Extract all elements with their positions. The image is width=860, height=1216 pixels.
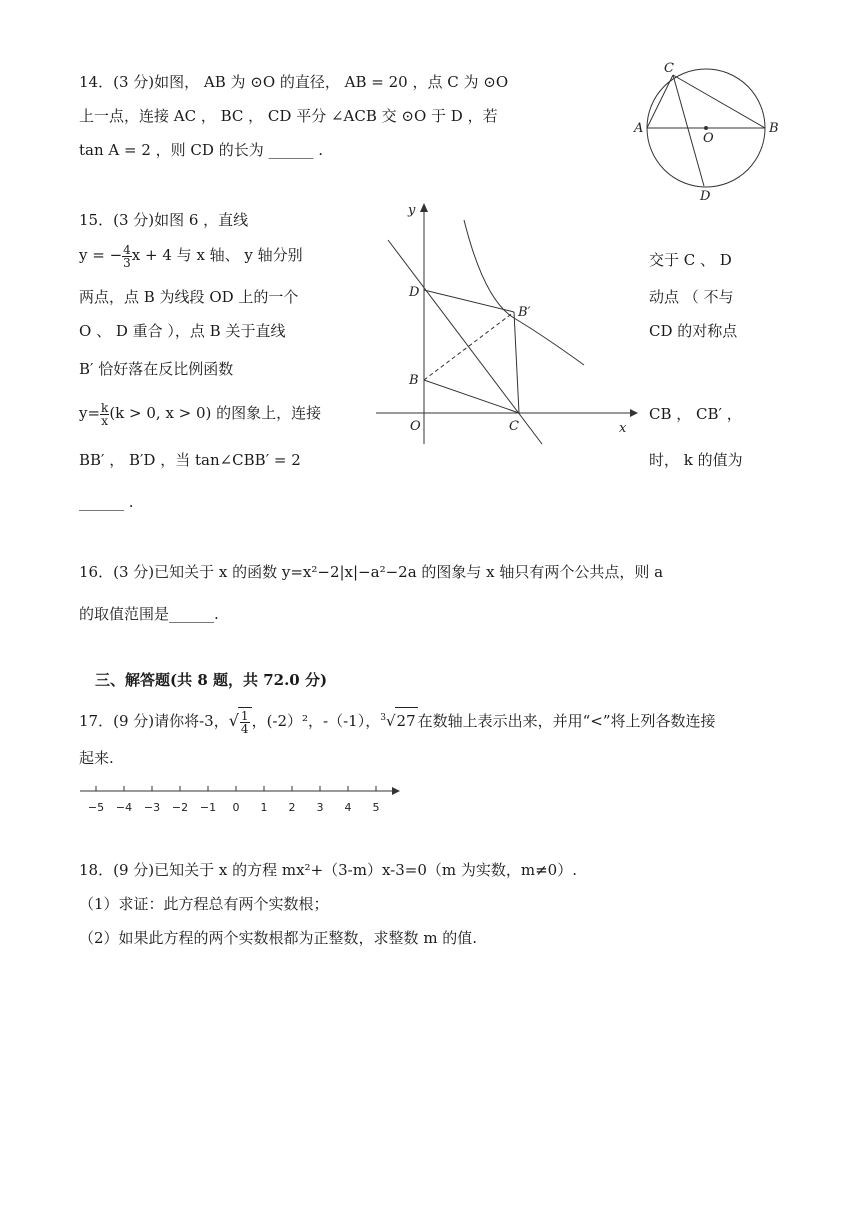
q15-line3: 两点，点 B 为线段 OD 上的一个	[79, 288, 299, 306]
q18-part1: （1）求证：此方程总有两个实数根；	[79, 895, 329, 913]
q14-label-O: O	[703, 131, 714, 146]
number-line-label: 2	[288, 801, 296, 814]
q15-right1: 交于 C 、 D	[649, 251, 732, 269]
q16-line1: 16．(3 分)已知关于 x 的函数 y=x²−2|x|−a²−2a 的图象与 x 轴只有两个公共点，则 a	[79, 563, 664, 581]
number-line-label: 4	[344, 801, 352, 814]
q15-right3: CD 的对称点	[649, 322, 738, 340]
q15-line7: BB′ ， B′D ，当 tan∠CBB′ = 2	[79, 451, 301, 469]
q15-coordinate-figure	[372, 200, 642, 450]
q14-line1: 14．(3 分)如图， AB 为 ⊙O 的直径， AB = 20 ，点 C 为 ⊙O	[79, 73, 509, 91]
q17-number-line	[76, 782, 416, 822]
q15-label-y: y	[408, 203, 416, 218]
q15-right5: 时， k 的值为	[649, 451, 743, 469]
q15-label-x: x	[619, 421, 627, 436]
number-line-label: −2	[171, 801, 189, 814]
q14-circle-figure	[630, 58, 790, 208]
q18-line1: 18．(9 分)已知关于 x 的方程 mx²+（3-m）x-3=0（m 为实数，m≠0）.	[79, 861, 577, 879]
q15-line6: y= $\frac{k}{x}$ (k > 0, x > 0) 的图象上，连接	[79, 400, 322, 428]
number-line-label: −5	[87, 801, 105, 814]
number-line-label: 5	[372, 801, 380, 814]
q14-label-C: C	[664, 61, 674, 76]
q15-label-D: D	[409, 285, 420, 300]
section3-heading: 三、解答题(共 8 题，共 72.0 分)	[95, 671, 328, 689]
q15-line1: 15．(3 分)如图 6 ，直线	[79, 211, 249, 229]
q15-line5: B′ 恰好落在反比例函数	[79, 360, 234, 378]
number-line-label: 0	[232, 801, 240, 814]
q15-label-C: C	[509, 419, 519, 434]
q15-label-O: O	[410, 419, 421, 434]
number-line-label: −4	[115, 801, 133, 814]
q15-label-Bprime: B′	[518, 305, 531, 320]
q15-line4: O 、 D 重合 ），点 B 关于直线	[79, 322, 286, 340]
q17-line2: 起来.	[79, 749, 114, 767]
number-line-label: 1	[260, 801, 268, 814]
q18-part2: （2）如果此方程的两个实数根都为正整数，求整数 m 的值.	[79, 929, 478, 947]
q14-label-A: A	[634, 121, 644, 136]
number-line-label: 3	[316, 801, 324, 814]
q16-line2: 的取值范围是______.	[79, 605, 219, 623]
q14-label-B: B	[769, 121, 779, 136]
number-line-label: −1	[199, 801, 217, 814]
q14-line2: 上一点，连接 AC ， BC ， CD 平分 ∠ACB 交 ⊙O 于 D ，若	[79, 107, 498, 125]
number-line-label: −3	[143, 801, 161, 814]
q15-right4: CB ， CB′ ，	[649, 405, 742, 423]
q15-label-B: B	[409, 373, 419, 388]
q15-line2: y = − $\frac{4}{3}$ x + 4 与 x 轴、 y 轴分别	[79, 242, 303, 270]
q15-line8: ______ .	[79, 493, 134, 511]
q14-label-D: D	[700, 189, 711, 204]
q15-right2: 动点 （ 不与	[649, 288, 734, 306]
q17-line1: 17．(9 分)请你将-3，√ $\frac{1}{4}$ ，(-2）²，-（-1），$^3$√27 在数轴上表示出来，并用“<”将上列各数连接	[79, 708, 716, 736]
q14-line3: tan A = 2 ，则 CD 的长为 ______ .	[79, 141, 323, 159]
